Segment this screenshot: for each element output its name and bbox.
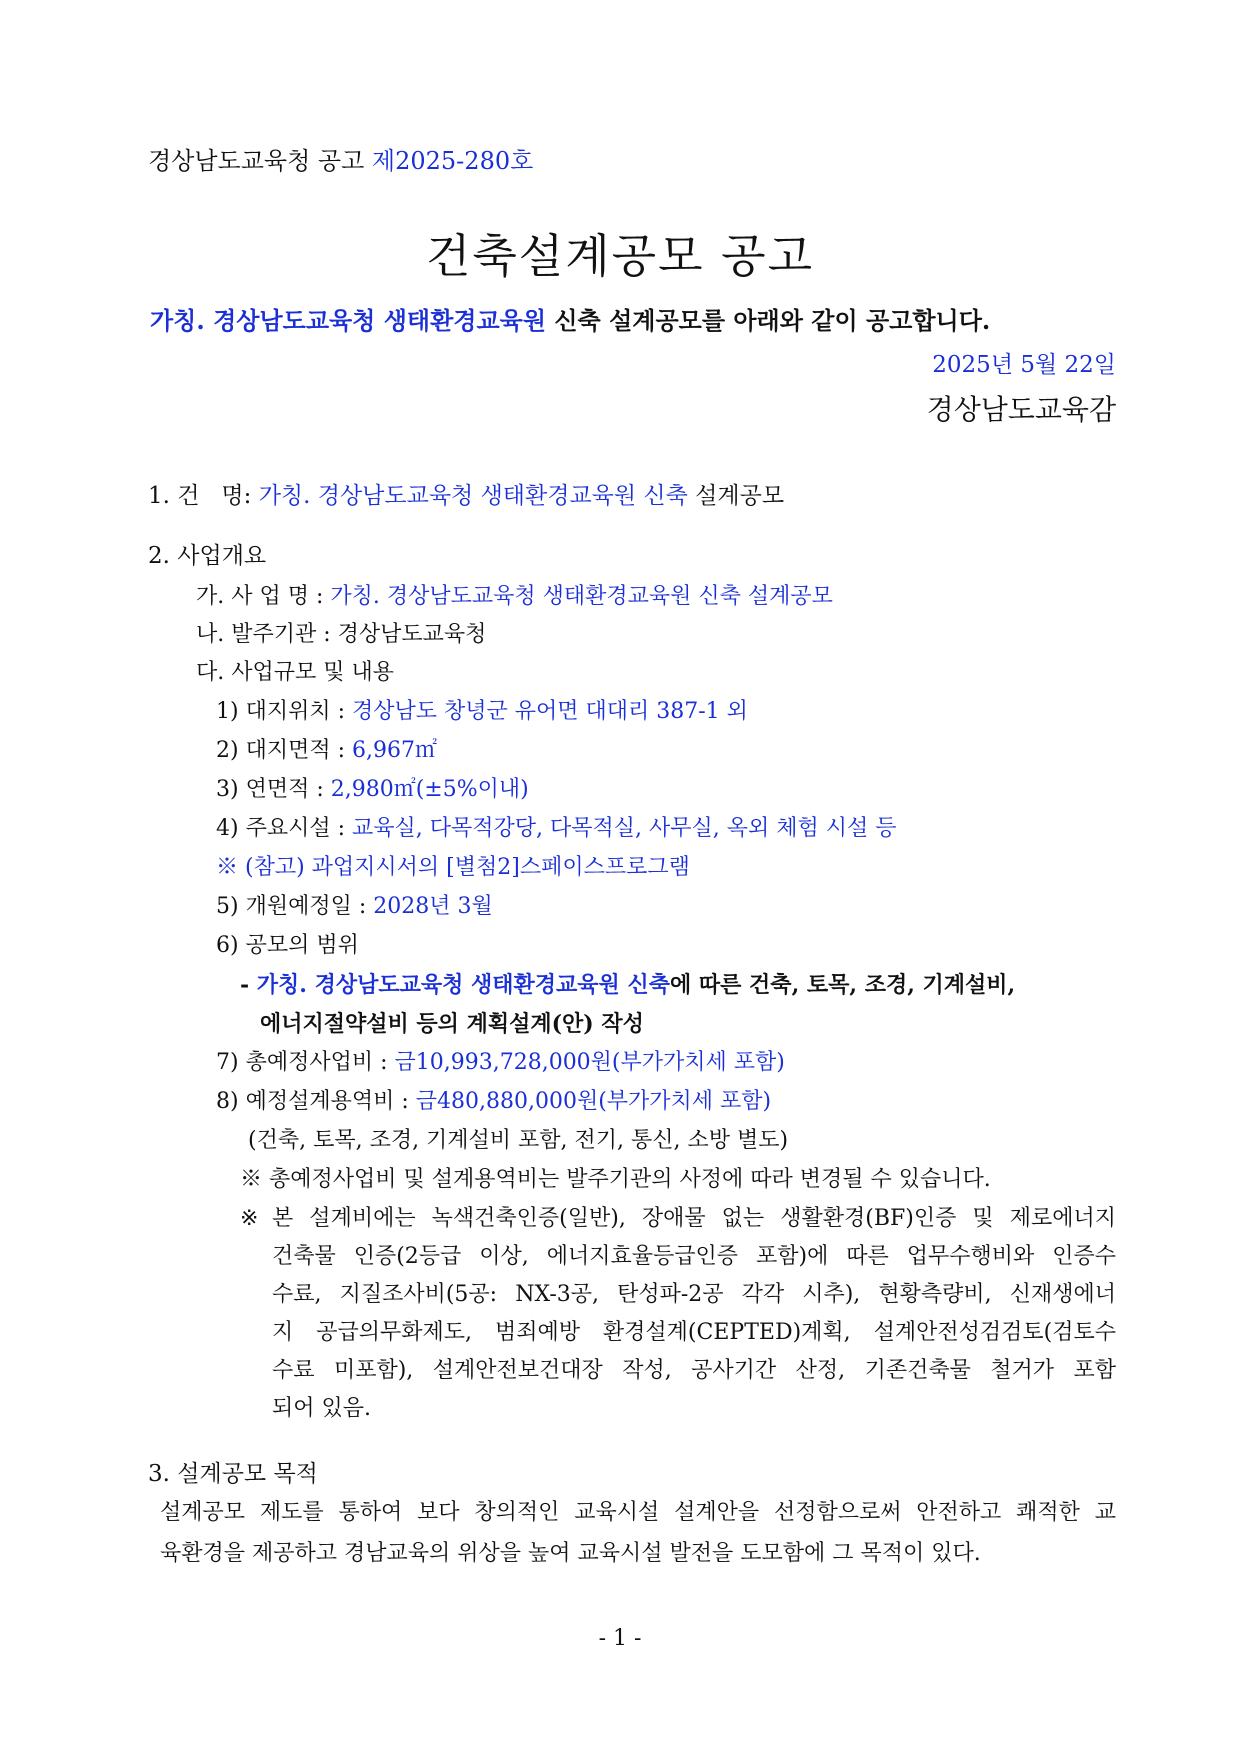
item-floor-area (216, 775, 529, 805)
section-1-project-name (148, 481, 784, 511)
document-title: 건축설계공모 공고 (425, 229, 815, 283)
announcement-date: 2025년 5월 22일 (932, 352, 1116, 378)
item-design-fee (216, 1087, 771, 1117)
purpose-line-2: 육환경을 제공하고 경남교육의 위상을 높여 교육시설 발전을 도모함에 그 목적이 있다. (160, 1541, 981, 1566)
design-fee-note-line-4: 지 공급의무화제도, 범죄예방 환경설계(CEPTED)계획, 설계안전성검검토(검토수 (272, 1320, 1116, 1345)
design-fee-label: 8) 예정설계용역비 : (216, 1089, 416, 1114)
section-3-heading: 3. 설계공모 목적 (148, 1461, 318, 1487)
item-scope: 6) 공모의 범위 (216, 933, 359, 958)
total-budget-label: 7) 총예정사업비 : (216, 1050, 395, 1075)
item-ga-project-name (196, 582, 833, 612)
subtitle-project-name: 가칭. 경상남도교육청 생태환경교육원 (150, 306, 547, 335)
site-area-value: 6,967㎡ (351, 738, 437, 763)
scope-dash: - (240, 972, 257, 998)
page-number: - 1 - (598, 1626, 642, 1651)
scope-rest: 에 따른 건축, 토목, 조경, 기계설비, (669, 972, 1016, 998)
site-location-label: 1) 대지위치 : (216, 699, 352, 724)
item-na-client: 나. 발주기관 : 경상남도교육청 (196, 622, 487, 647)
item-da-scale: 다. 사업규모 및 내용 (196, 660, 394, 685)
design-fee-note-line-5: 수료 미포함), 설계안전보건대장 작성, 공사기간 산정, 기존건축물 철거가 포함 (272, 1358, 1116, 1383)
note-mark: ※ (240, 1206, 259, 1231)
reference-note: ※ (참고) 과업지시서의 [별첨2]스페이스프로그램 (216, 855, 690, 880)
main-facilities-value: 교육실, 다목적강당, 다목적실, 사무실, 옥외 체험 시설 등 (351, 816, 897, 841)
subtitle-rest: 신축 설계공모를 아래와 같이 공고합니다. (546, 306, 991, 335)
section-1-suffix: 설계공모 (687, 483, 785, 509)
design-fee-note-line-1: 본 설계비에는 녹색건축인증(일반), 장애물 없는 생활환경(BF)인증 및 제로에너지 (272, 1206, 1116, 1231)
budget-change-note: ※ 총예정사업비 및 설계용역비는 발주기관의 사정에 따라 변경될 수 있습니다. (240, 1167, 991, 1192)
announcement-number (148, 146, 533, 176)
announcement-prefix: 경상남도교육청 공고 (148, 147, 372, 175)
floor-area-value: 2,980㎡(±5%이내) (330, 777, 529, 802)
announcement-number-value: 제2025-280호 (371, 147, 534, 175)
main-facilities-label: 4) 주요시설 : (216, 816, 352, 841)
scope-project-name: 가칭. 경상남도교육청 생태환경교육원 신축 (256, 972, 670, 998)
floor-area-label: 3) 연면적 : (216, 777, 331, 802)
design-fee-note-line-2: 건축물 인증(2등급 이상, 에너지효율등급인증 포함)에 따른 업무수행비와 인증수 (272, 1244, 1116, 1269)
opening-date-value: 2028년 3월 (373, 894, 493, 919)
site-area-label: 2) 대지면적 : (216, 738, 352, 763)
total-budget-value: 금10,993,728,000원(부가가치세 포함) (394, 1050, 785, 1075)
item-main-facilities (216, 814, 896, 844)
item-opening-date (216, 892, 493, 922)
design-fee-scope: (건축, 토목, 조경, 기계설비 포함, 전기, 통신, 소방 별도) (248, 1128, 789, 1153)
design-fee-note-line-6: 되어 있음. (272, 1396, 371, 1421)
opening-date-label: 5) 개원예정일 : (216, 894, 374, 919)
scope-line-1 (240, 970, 1015, 1000)
issuer: 경상남도교육감 (926, 393, 1116, 426)
site-location-value: 경상남도 창녕군 유어면 대대리 387-1 외 (351, 699, 748, 724)
section-1-prefix: 1. 건 명: (148, 483, 259, 509)
item-ga-label: 가. 사 업 명 : (196, 584, 331, 609)
item-ga-value: 가칭. 경상남도교육청 생태환경교육원 신축 설계공모 (330, 584, 833, 609)
item-site-location (216, 697, 748, 727)
section-1-project-value: 가칭. 경상남도교육청 생태환경교육원 신축 (258, 483, 688, 509)
design-fee-value: 금480,880,000원(부가가치세 포함) (415, 1089, 772, 1114)
item-total-budget (216, 1048, 785, 1078)
item-site-area (216, 736, 437, 766)
document-subtitle (150, 306, 990, 336)
scope-line-2: 에너지절약설비 등의 계획설계(안) 작성 (260, 1011, 644, 1037)
purpose-line-1: 설계공모 제도를 통하여 보다 창의적인 교육시설 설계안을 선정함으로써 안전하고 쾌적한 교 (160, 1500, 1116, 1525)
section-2-heading: 2. 사업개요 (148, 543, 267, 569)
design-fee-note-line-3: 수료, 지질조사비(5공: NX-3공, 탄성파-2공 각각 시추), 현황측량비, 신재생에너 (272, 1282, 1116, 1307)
